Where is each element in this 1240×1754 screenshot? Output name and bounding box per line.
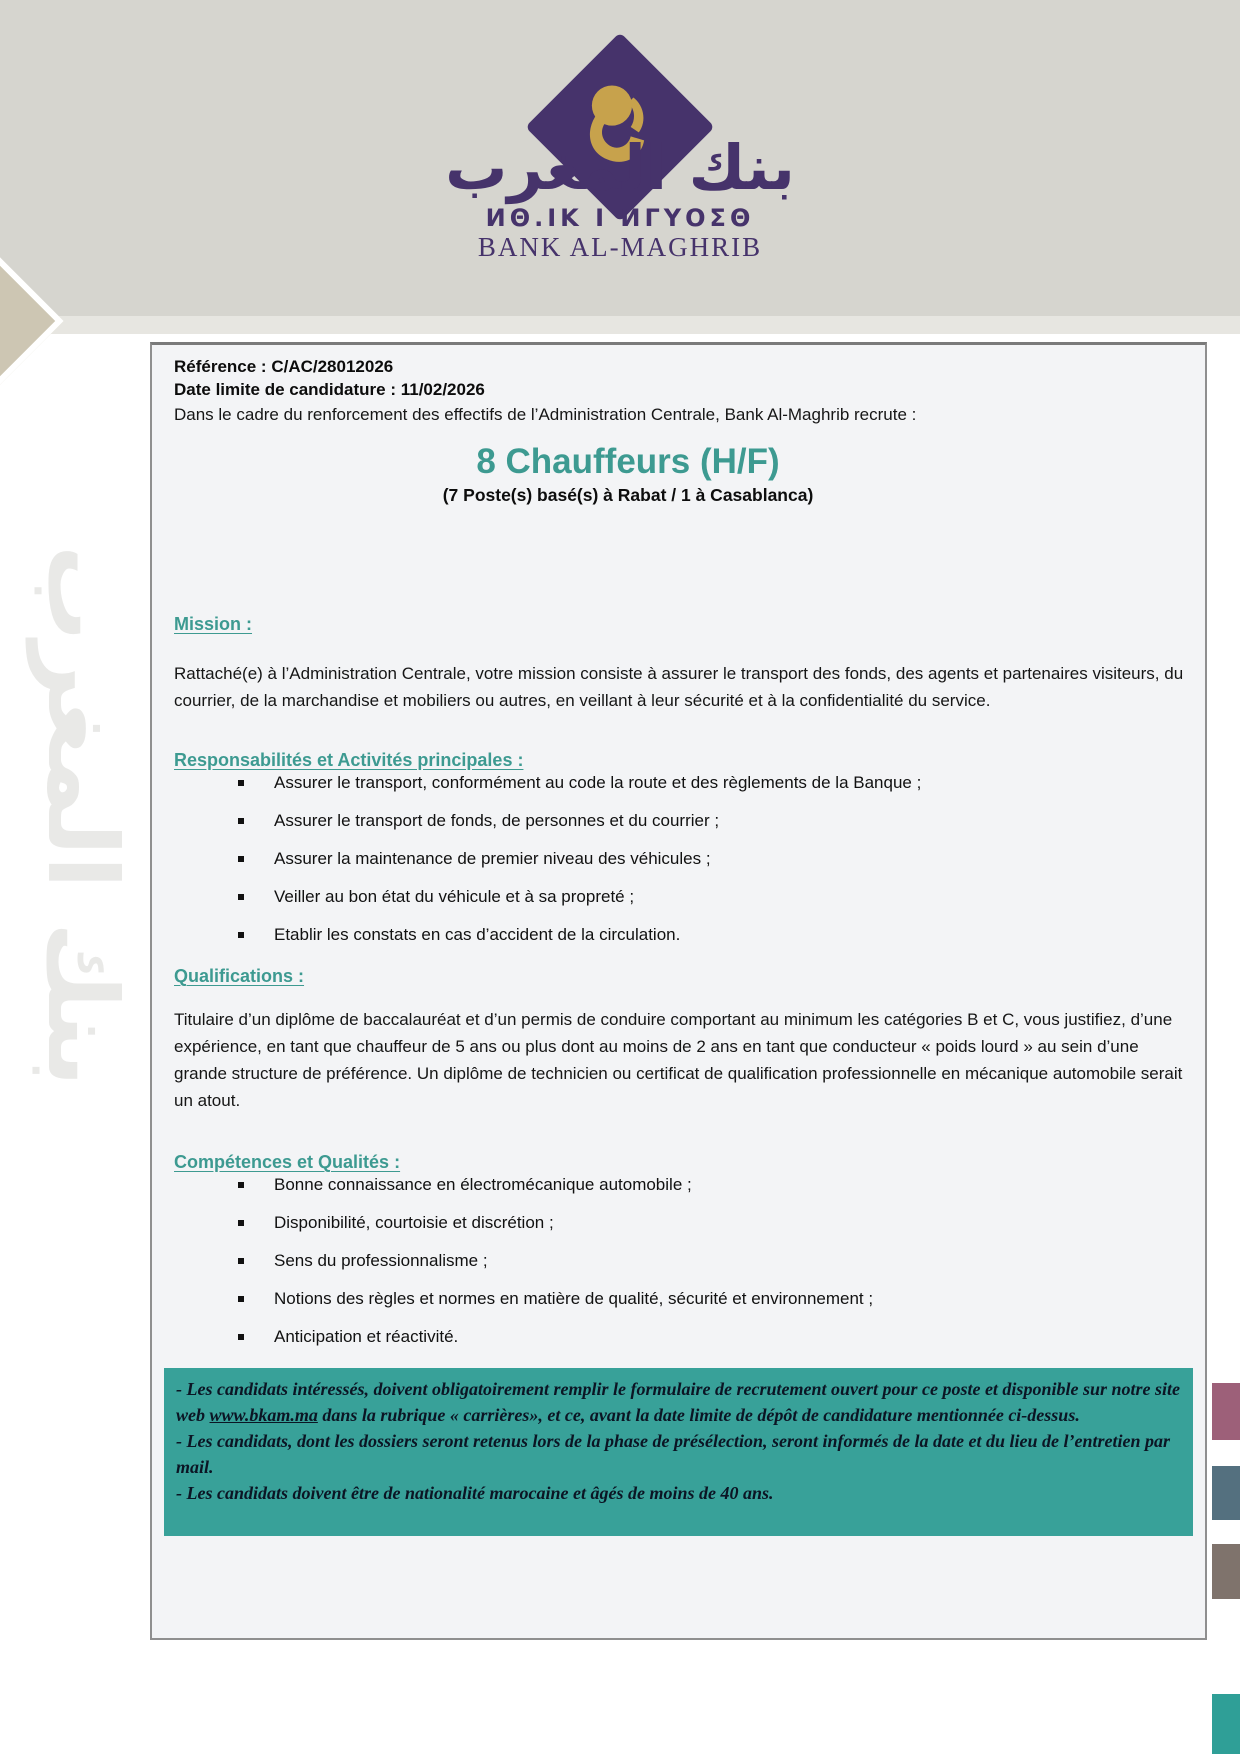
note-text: - Les candidats intéressés, doivent obligatoirement remplir le formulaire de recrutement ouvert pour ce poste et disponible sur notre site web — [176, 1379, 1180, 1425]
document-panel — [150, 342, 1207, 1640]
deadline-line: Date limite de candidature : 11/02/2026 — [174, 380, 485, 399]
top-gray-band-strip — [0, 316, 1240, 334]
side-square-plum — [1212, 1383, 1240, 1440]
intro-text: Dans le cadre du renforcement des effectifs de l’Administration Centrale, Bank Al-Maghrib recrute : — [174, 405, 917, 424]
logo-arabic-text: بنك المغرب — [445, 131, 795, 204]
list-item: Bonne connaissance en électromécanique automobile ; — [274, 1174, 1185, 1196]
list-item: Disponibilité, courtoisie et discrétion ; — [274, 1212, 1185, 1234]
job-title-block — [174, 442, 1082, 508]
list-item: Assurer le transport, conformément au code la route et des règlements de la Banque ; — [274, 772, 1185, 794]
qualifications-text: Titulaire d’un diplôme de baccalauréat et d’un permis de conduire comportant au minimum les catégories B et C, vous justifiez, d’une expérience, en tant que chauffeur de 5 ans ou plus dont au moins de 2 ans en tant que conducteur « poids lourd » au sein d’une grande structure de préférence. Un diplôme de technicien ou certificat de qualification professionnelle en mécanique automobile serait un atout. — [174, 1010, 1183, 1110]
logo-wordmark: BANK AL-MAGHRIB — [477, 232, 763, 262]
side-square-slate — [1212, 1466, 1240, 1520]
section-heading-mission: Mission : — [174, 614, 253, 634]
job-title: 8 Chauffeurs (H/F) — [476, 442, 780, 481]
mission-text: Rattaché(e) à l’Administration Centrale, votre mission consiste à assurer le transport des fonds, des agents et partenaires visiteurs, du courrier, de la marchandise et mobiliers ou autres, en veillant à leur sécurité et à la confidentialité du service. — [174, 664, 1184, 710]
section-heading-qualifications: Qualifications : — [174, 966, 305, 986]
responsibilities-list — [174, 772, 1185, 946]
list-item: Sens du professionnalisme ; — [274, 1250, 1185, 1272]
note-text: dans la rubrique « carrières», et ce, avant la date limite de dépôt de candidature mentionnée ci-dessus. — [317, 1405, 1080, 1425]
note-paragraph-1 — [176, 1376, 1181, 1428]
watermark-calligraphy: بنك المغرب — [26, 545, 138, 1087]
list-item: Anticipation et réactivité. — [274, 1326, 1185, 1348]
list-item: Veiller au bon état du véhicule et à sa propreté ; — [274, 886, 1185, 908]
logo-tifinagh-text: ИΘ.ІΚ І ИГΥΟΣΘ — [485, 204, 755, 232]
side-square-brown — [1212, 1544, 1240, 1599]
competences-list — [174, 1174, 1185, 1348]
section-heading-competences: Compétences et Qualités : — [174, 1152, 401, 1172]
list-item: Notions des règles et normes en matière de qualité, sécurité et environnement ; — [274, 1288, 1185, 1310]
note-paragraph-2: - Les candidats, dont les dossiers seront retenus lors de la phase de présélection, seront informés de la date et du lieu de l’entretien par mail. — [176, 1431, 1170, 1477]
list-item: Etablir les constats en cas d’accident de la circulation. — [274, 924, 1185, 946]
reference-line: Référence : C/AC/28012026 — [174, 357, 394, 376]
side-square-teal — [1212, 1694, 1240, 1754]
recruitment-note — [164, 1368, 1193, 1536]
note-paragraph-3: - Les candidats doivent être de nationalité marocaine et âgés de moins de 40 ans. — [176, 1483, 774, 1503]
section-heading-responsibilities: Responsabilités et Activités principales : — [174, 750, 524, 770]
bkam-website-link[interactable]: www.bkam.ma — [209, 1405, 318, 1425]
list-item: Assurer le transport de fonds, de personnes et du courrier ; — [274, 810, 1185, 832]
job-locations: (7 Poste(s) basé(s) à Rabat / 1 à Casablanca) — [442, 485, 814, 505]
list-item: Assurer la maintenance de premier niveau des véhicules ; — [274, 848, 1185, 870]
